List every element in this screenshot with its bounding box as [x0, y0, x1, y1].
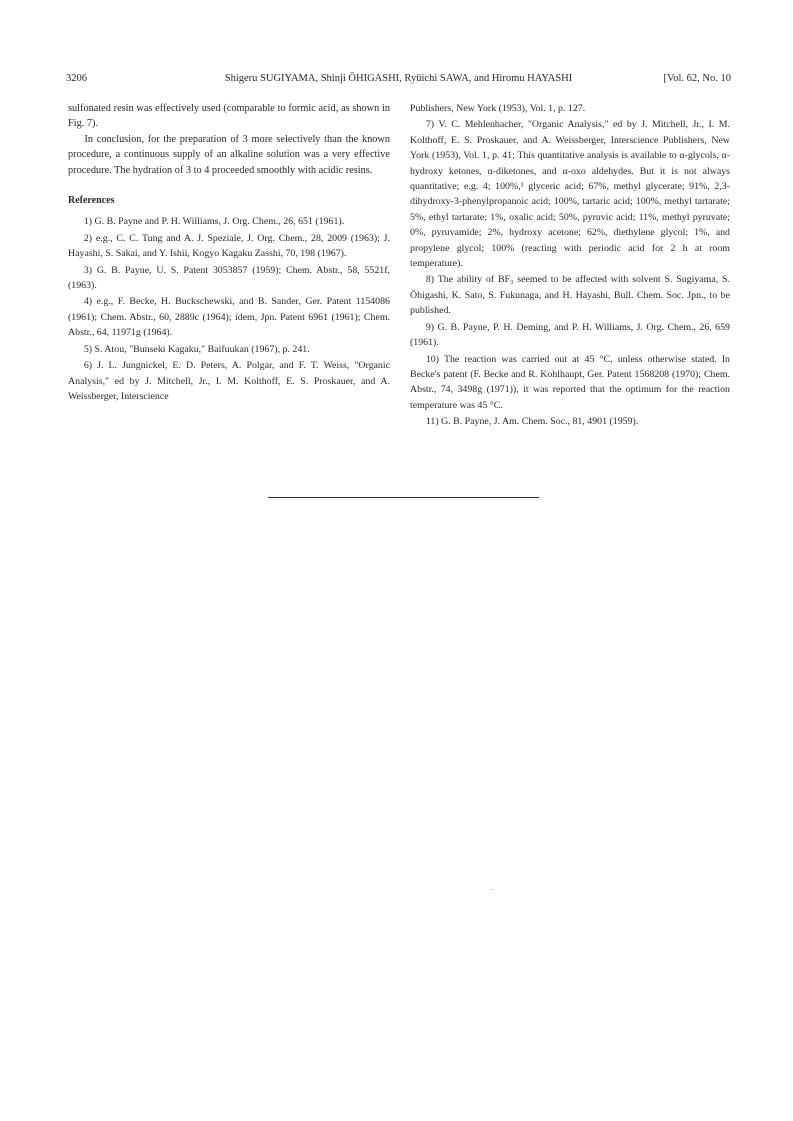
- reference-item: 2) e.g., C. C. Tung and A. J. Speziale, J. Org. Chem., 28, 2009 (1963); J. Hayashi, S. Sakai, and Y. Ishii, Kogyo Kagaku Zasshi, 70, 198 (1967).: [68, 232, 390, 260]
- page-number: 3206: [66, 73, 87, 84]
- reference-item: 3) G. B. Payne, U. S. Patent 3053857 (1959); Chem. Abstr., 58, 5521f, (1963).: [68, 264, 390, 292]
- right-column: [410, 101, 730, 431]
- reference-item: 9) G. B. Payne, P. H. Deming, and P. H. Williams, J. Org. Chem., 26, 659 (1961).: [410, 321, 730, 349]
- body-paragraph: In conclusion, for the preparation of 3 more selectively than the known procedure, a continuous supply of an alkaline solution was a very effective procedure. The hydration of 3 to 4 proceeded smoothly with acidic resins.: [68, 133, 390, 176]
- reference-item: 11) G. B. Payne, J. Am. Chem. Soc., 81, 4901 (1959).: [425, 416, 639, 428]
- reference-item: 5) S. Atou, "Bunseki Kagaku," Baifuukan (1967), p. 241.: [83, 343, 310, 355]
- reference-item: 4) e.g., F. Becke, H. Buckschewski, and B. Sander, Ger. Patent 1154086 (1961); Chem. Abstr., 60, 2889c (1964); idem, Jpn. Patent 6961 (1961); Chem. Abstr., 64, 11971g (1964).: [68, 296, 390, 339]
- references-heading: References: [68, 195, 115, 207]
- end-rule: [268, 497, 539, 498]
- scan-speck: [492, 889, 493, 890]
- reference-continuation: Publishers, New York (1953), Vol. 1, p. 127.: [410, 103, 586, 114]
- left-column: [68, 101, 390, 405]
- running-authors: Shigeru SUGIYAMA, Shinji ŌHIGASHI, Ryūichi SAWA, and Hiromu HAYASHI: [224, 73, 573, 84]
- body-paragraph: sulfonated resin was effectively used (comparable to formic acid, as shown in Fig. 7).: [68, 103, 390, 130]
- reference-item: 1) G. B. Payne and P. H. Williams, J. Org. Chem., 26, 651 (1961).: [83, 216, 345, 228]
- journal-volume: [Vol. 62, No. 10: [663, 73, 731, 84]
- reference-item: 7) V. C. Mehlenbacher, "Organic Analysis," ed by J. Mitchell, Jr., I. M. Kolthoff, E. S. Proskauer, and A. Weissberger, Interscience Publishers, New York (1953), Vol. 1, p. 41; This quantitative analysis is available to α-glycols, α-hydroxy ketones, α-diketones, and α-oxo aldehydes. But it is not always quantitative; e.g. 4; 100%,¹ glyceric acid; 67%, methyl glycerate; 91%, 2,3-dihydroxy-3-phenylpropanoic acid; 100%, tartaric acid; 100%, methyl tartarate; 5%, ethyl tartarate; 1%, oxalic acid; 50%, pyruvic acid; 11%, methyl pyruvate; 0%, pyruvamide; 2%, hydroxy acetone; 62%, diethylene glycol; 1%, and propylene glycol; 100% (reacting with periodic acid for 2 h at room temperature).: [410, 119, 730, 270]
- reference-item: 6) J. L. Jungnickel, E. D. Peters, A. Polgar, and F. T. Weiss, "Organic Analysis," ed by J. Mitchell, Jr., I. M. Kolthoff, E. S. Proskauer, and A. Weissberger, Interscience: [68, 360, 390, 402]
- reference-item: 8) The ability of BF₃ seemed to be affected with solvent S. Sugiyama, S. Ōhigashi, K. Sato, S. Fukunaga, and H. Hayashi, Bull. Chem. Soc. Jpn., to be published.: [410, 274, 730, 317]
- reference-item: 10) The reaction was carried out at 45 °C, unless otherwise stated. In Becke's patent (F. Becke and R. Kohlhaupt, Ger. Patent 1568208 (1970); Chem. Abstr., 74, 3498g (1971)), it was reported that the optimum for the reaction temperature was 45 °C.: [410, 353, 730, 411]
- running-header: [66, 72, 731, 86]
